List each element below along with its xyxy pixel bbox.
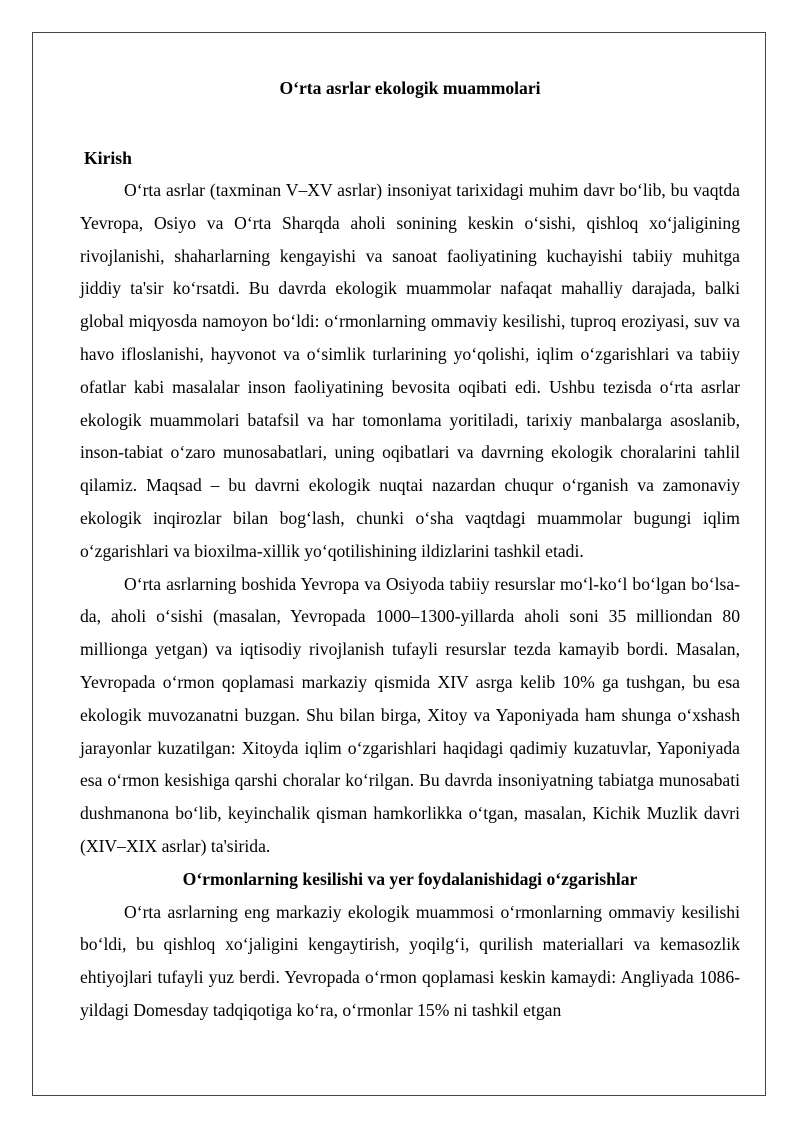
intro-paragraph-1: O‘rta asrlar (taxminan V–XV asrlar) insoniyat tarixidagi muhim davr bo‘lib, bu vaqtda Yevropa, Osiyo va O‘rta Sharqda aholi sonining keskin o‘sishi, qishloq xo‘jaligining rivojlanishi, shaharlarning kengayishi va sanoat faoliyatining kuchayishi tabiiy muhitga jiddiy ta'sir ko‘rsatdi. Bu davrda ekologik muammolar nafaqat mahalliy darajada, balki global miqyosda namoyon bo‘ldi: o‘rmonlarning ommaviy kesilishi, tuproq eroziyasi, suv va havo ifloslanishi, hayvonot va o‘simlik turlarining yo‘qolishi, iqlim o‘zgarishlari va tabiiy ofatlar kabi masalalar inson faoliyatining bevosita oqibati edi. Ushbu tezisda o‘rta asrlar ekologik muammolari batafsil va har tomonlama yoritiladi, tarixiy manbalarga asoslanib, inson-tabiat o‘zaro munosabatlari, uning oqibatlari va davrning ekologik choralarini tahlil qilamiz. Maqsad – bu davrni ekologik nuqtai nazardan chuqur o‘rganish va zamonaviy ekologik inqirozlar bilan bog‘lash, chunki o‘sha vaqtdagi muammolar bugungi iqlim o‘zgarishlari va bioxilma-xillik yo‘qotilishining ildizlarini tashkil etadi. bbox=[80, 180, 740, 561]
intro-paragraph-2: O‘rta asrlarning boshida Yevropa va Osiyoda tabiiy resurslar mo‘l-ko‘l bo‘lgan bo‘lsa-da, aholi o‘sishi (masalan, Yevropada 1000–1300-yillarda aholi soni 35 milliondan 80 millionga yetgan) va iqtisodiy rivojlanish tufayli resurslar tezda kamayib bordi. Masalan, Yevropada o‘rmon qoplamasi markaziy qismida XIV asrga kelib 10% ga tushgan, bu esa ekologik muvozanatni buzgan. Shu bilan birga, Xitoy va Yaponiyada ham shunga o‘xshash jarayonlar kuzatilgan: Xitoyda iqlim o‘zgarishlari haqidagi qadimiy kuzatuvlar, Yaponiyada esa o‘rmon kesishiga qarshi choralar ko‘rilgan. Bu davrda insoniyatning tabiatga munosabati dushmanona bo‘lib, keyinchalik qisman hamkorlikka o‘tgan, masalan, Kichik Muzlik davri (XIV–XIX asrlar) ta'sirida. bbox=[80, 573, 740, 856]
intro-heading: Kirish bbox=[84, 148, 132, 168]
section-heading: O‘rmonlarning kesilishi va yer foydalanishidagi o‘zgarishlar bbox=[182, 868, 638, 889]
section-paragraph: O‘rta asrlarning eng markaziy ekologik muammosi o‘rmonlarning ommaviy kesilishi bo‘ldi, bu qishloq xo‘jaligini kengaytirish, yoqilg‘i, qurilish materiallari va kemasozlik ehtiyojlari tufayli yuz berdi. Yevropada o‘rmon qoplamasi keskin kamaydi: Angliyada 1086-yildagi Domesday tadqiqotiga ko‘ra, o‘rmonlar 15% ni tashkil etgan bbox=[80, 901, 740, 1020]
document-title: O‘rta asrlar ekologik muammolari bbox=[279, 78, 541, 98]
document-body bbox=[80, 76, 740, 1027]
